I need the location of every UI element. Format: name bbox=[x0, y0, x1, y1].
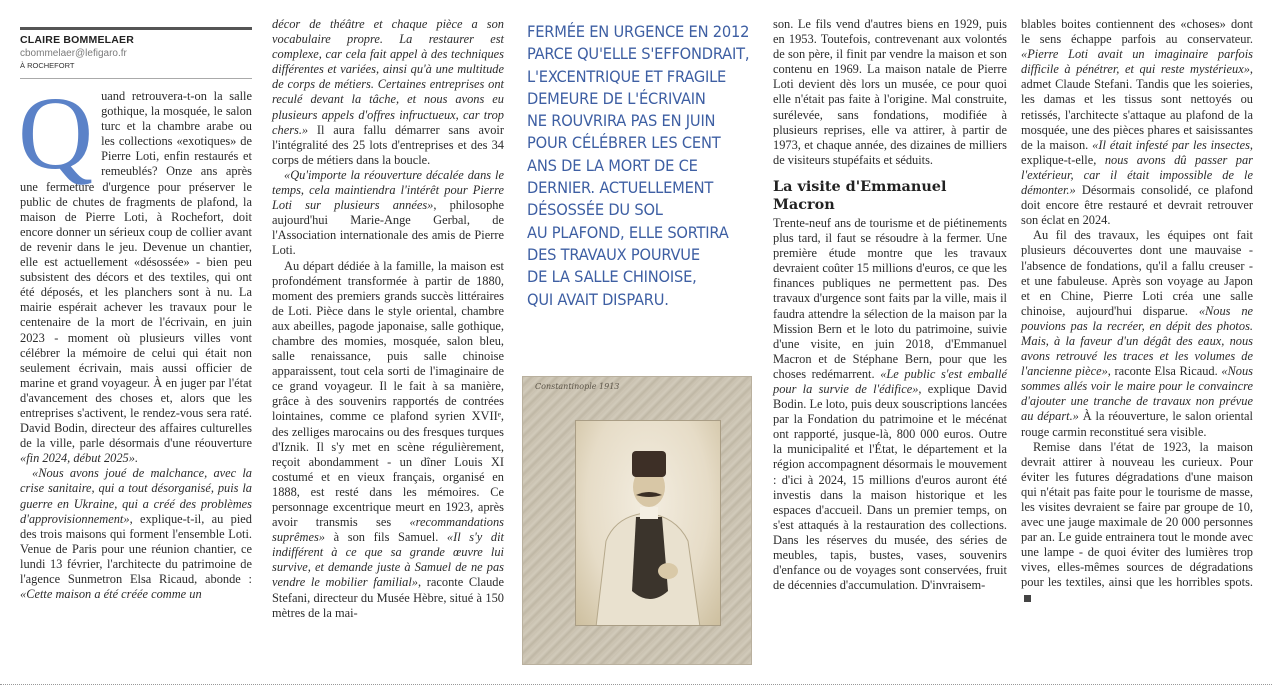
paragraph: Trente-neuf ans de tourisme et de piétinements plus tard, il faut se résoudre à la fermer. Une première étude montre que les travaux devraient coûter 15 millions d'euros, ce que les finances publiques ne permettent pas. Des travaux d'urgence sont faits par la ville, mais il faudra attendre la sélection de la maison par la Mission Bern et le loto du patrimoine, suivie d'une visite, en juin 2018, d'Emmanuel Macron et de Stéphane Bern, pour que les choses redémarrent. «Le public s'est emballé pour la survie de l'édifice», explique David Bodin. Le loto, puis deux souscriptions lancées par la Fondation du patrimoine et le mécénat ont rapporté, jusque-là, 800 000 euros. Outre la municipalité et l'État, le département et la région accompagnent désormais le mouvement : d'ici à 2024, 15 millions d'euros auront été investis dans la maison historique et les espaces d'accueil. Dans un premier temps, on s'est attaqués à la restauration des collections. Dans les réserves du musée, des séries de meubles, tapis, bustes, vases, souvenirs d'enfance ou de voyages sont conservées, fruit de décennies d'accumulation. D'invraisem- bbox=[773, 215, 1008, 593]
pull-quote-line: DÉSOSSÉE DU SOL bbox=[527, 200, 663, 220]
section-subheading: La visite d'Emmanuel Macron bbox=[773, 177, 947, 213]
portrait-print bbox=[575, 420, 721, 626]
author-email[interactable]: cbommelaer@lefigaro.fr bbox=[20, 48, 127, 59]
pull-quote-line: PARCE QU'ELLE S'EFFONDRAIT, bbox=[527, 44, 750, 64]
article-column-1 bbox=[20, 27, 252, 602]
pull-quote-line: DEMEURE DE L'ÉCRIVAIN bbox=[527, 88, 706, 108]
article-column-4 bbox=[773, 17, 1007, 593]
pull-quote-line: DES TRAVAUX POURVUE bbox=[527, 244, 700, 264]
end-of-article-square-icon bbox=[1024, 595, 1031, 602]
portrait-photo bbox=[522, 376, 752, 665]
paragraph: «Nous avons joué de malchance, avec la crise sanitaire, qui a tout désorganisé, puis la guerre en Ukraine, qui a créé des problèmes d'approvisionnement», explique-t-il, au pied des trois maisons qui forment l'ensemble Loti. Venue de Paris pour une réunion chantier, ce lundi 13 février, l'architecte du patrimoine de l'agence Sunmetron Elsa Ricaud, abonde : «Cette maison a été créée comme un bbox=[20, 466, 252, 602]
lead-paragraph: Quand retrouvera-t-on la salle gothique, la mosquée, le salon turc et la chambre arabe ou les collections «exotiques» de Pierre Loti, enfin restaurés et remeublés? Onze ans après une fermeture d'urgence pour préserver le public de chutes de fragments de plafond, la maison de Pierre Loti, à Rochefort, doit encore donner un sérieux coup de collier avant de revenir dans le jeu. Devenue un chantier, elle est actuellement «désossée» - bien peu subsistent des décors et des textiles, qui ont été déposés, et les planchers sont à nu. La mairie espérait achever les travaux pour le centenaire de la mort de l'écrivain, en juin 2023 - moment où plusieurs villes vont célébrer la mémoire de celui qui était non seulement écrivain, mais aussi officier de marine et grand voyageur. À en juger par l'état d'avancement des choses et, alors que les entreprises s'activent, le rendez-vous sera raté. David Bodin, directeur des affaires culturelles de la ville, parle désormais d'une réouverture «fin 2024, début 2025». bbox=[18, 76, 252, 466]
pull-quote-line: AU PLAFOND, ELLE SORTIRA bbox=[527, 222, 729, 242]
paragraph: son. Le fils vend d'autres biens en 1929, puis en 1953. Toutefois, contrevenant aux volontés de son père, il finit par vendre la maison et son contenu en 1969. La maison natale de Pierre Loti devient dès lors un musée, ce pour quoi elle n'était pas faite à l'origine. Mal construite, surélevée, sans fondations, modifiée à plusieurs reprises, elle va attirer, à partir de 1973, et chaque année, des dizaines de milliers de visiteurs stupéfaits et séduits. bbox=[773, 17, 1007, 167]
dateline-place: À ROCHEFORT bbox=[20, 61, 75, 70]
pull-quote-line: QUI AVAIT DISPARU. bbox=[527, 289, 669, 309]
paragraph: Remise dans l'état de 1923, la maison devrait attirer à nouveau les curieux. Pour éviter les futures dégradations d'une maison qui n'était pas faite pour le tourisme de masse, les visites devraient se faire par groupe de 10, avec une jauge maximale de 20 000 personnes par an. Le guide entrainera tout le monde avec une lampe - de quoi éviter des lumières trop vives, elles-mêmes sources de dégradations pour les textiles, ainsi que les horribles spots. bbox=[1021, 440, 1253, 606]
pull-quote-line: DERNIER. ACTUELLEMENT bbox=[527, 178, 714, 198]
byline bbox=[20, 27, 252, 72]
paragraph: blables boites contiennent des «choses» dont le sens échappe parfois au conservateur. «Pierre Loti avait un imaginaire parfois difficile à pénétrer, et qui reste mystérieux», admet Claude Stefani. Tandis que les soieries, les damas et les tissus sont nettoyés ou retissés, l'architecte s'attaque au plafond de la mosquée, une des pièces phares et saisissantes de la maison. «Il était infesté par les insectes, explique-t-elle, nous avons dû passer par l'extérieur, car il était impossible de le démonter.» Désormais consolidé, ce plafond doit encore être restauré et devrait retrouver son éclat en 2024. bbox=[1021, 17, 1253, 228]
pull-quote-line: NE ROUVRIRA PAS EN JUIN bbox=[527, 111, 716, 131]
portrait-figure-icon bbox=[576, 421, 721, 626]
paragraph: Au fil des travaux, les équipes ont fait plusieurs découvertes dont une mauvaise - l'absence de fondations, qu'il a fallu creuser - et une fabuleuse. Après son voyage au Japon et en Chine, Pierre Loti créa une salle chinoise, aujourd'hui disparue. «Nous ne pouvions pas la recréer, en dépit des photos. Mais, à la faveur d'un dégât des eaux, nous avons retrouvé les traces et les volumes de l'ancienne pièce», raconte Elsa Ricaud. «Nous sommes allés voir le maire pour le convaincre d'ajouter une tranche de travaux non prévue au départ.» À la réouverture, le salon oriental rouge carmin reconstitué sera visible. bbox=[1021, 228, 1254, 439]
author-name: CLAIRE BOMMELAER bbox=[20, 34, 135, 46]
pull-quote-line: FERMÉE EN URGENCE EN 2012 bbox=[527, 22, 750, 41]
photo-handwritten-caption: Constantinople 1913 bbox=[535, 382, 620, 391]
pull-quote-line: L'EXCENTRIQUE ET FRAGILE bbox=[527, 66, 727, 86]
pull-quote-line: DE LA SALLE CHINOISE, bbox=[527, 267, 697, 287]
bottom-dotted-rule bbox=[0, 684, 1272, 685]
pull-quote-line: ANS DE LA MORT DE CE bbox=[527, 155, 698, 175]
paragraph: Au départ dédiée à la famille, la maison est profondément transformée à partir de 1880, moment des premiers grands succès littéraires de Loti. Pièce dans le style oriental, chambre aux abeilles, pagode japonaise, salle gothique, chambre des momies, mosquée, salon bleu, salle renaissance, puis salle chinoise apparaissent, tout cela sorti de l'imaginaire de ce grand voyageur. Il le fait à sa manière, grâce à des souvenirs rapportés de contrées lointaines, comme ce plafond syrien XVIIᵉ, des zelliges marocains ou des fresques turques d'Iznik. Il s'y met en scène régulièrement, reçoit abondamment - un dîner Louis XI costumé et en vieux français, organisé en 1888, est resté dans les mémoires. Ce personnage excentrique meurt en 1923, après avoir transmis ses «recommandations suprêmes» à son fils Samuel. «Il s'y dit indifférent à ce que sa grande œuvre lui survive, et demande juste à Samuel de ne pas vendre le mobilier familial», raconte Claude Stefani, directeur du Musée Hèbre, situé à 150 mètres de la mai- bbox=[272, 258, 504, 620]
pull-quote-line: POUR CÉLÉBRER LES CENT bbox=[527, 133, 721, 153]
article-column-5 bbox=[1021, 17, 1253, 606]
article-column-2 bbox=[272, 17, 504, 621]
pull-quote bbox=[527, 21, 767, 311]
paragraph: décor de théâtre et chaque pièce a son vocabulaire propre. La restaurer est complexe, car cela fait appel à des techniques différentes et variées, ainsi qu'à une multitude de corps de métiers. Certaines entreprises ont reculé devant la tâche, et nous avons eu plusieurs appels d'offres infructueux, car trop chers.» Il aura fallu démarrer sans avoir l'intégralité des 25 lots d'entreprises et des 34 corps de métiers dans la boucle. bbox=[272, 17, 504, 167]
paragraph: «Qu'importe la réouverture décalée dans le temps, cela maintiendra l'intérêt pour Pierre Loti sur plusieurs années», philosophe aujourd'hui Marie-Ange Gerbal, de l'Association internationale des amis de Pierre Loti. bbox=[272, 167, 504, 258]
drop-cap: Q bbox=[18, 76, 94, 191]
